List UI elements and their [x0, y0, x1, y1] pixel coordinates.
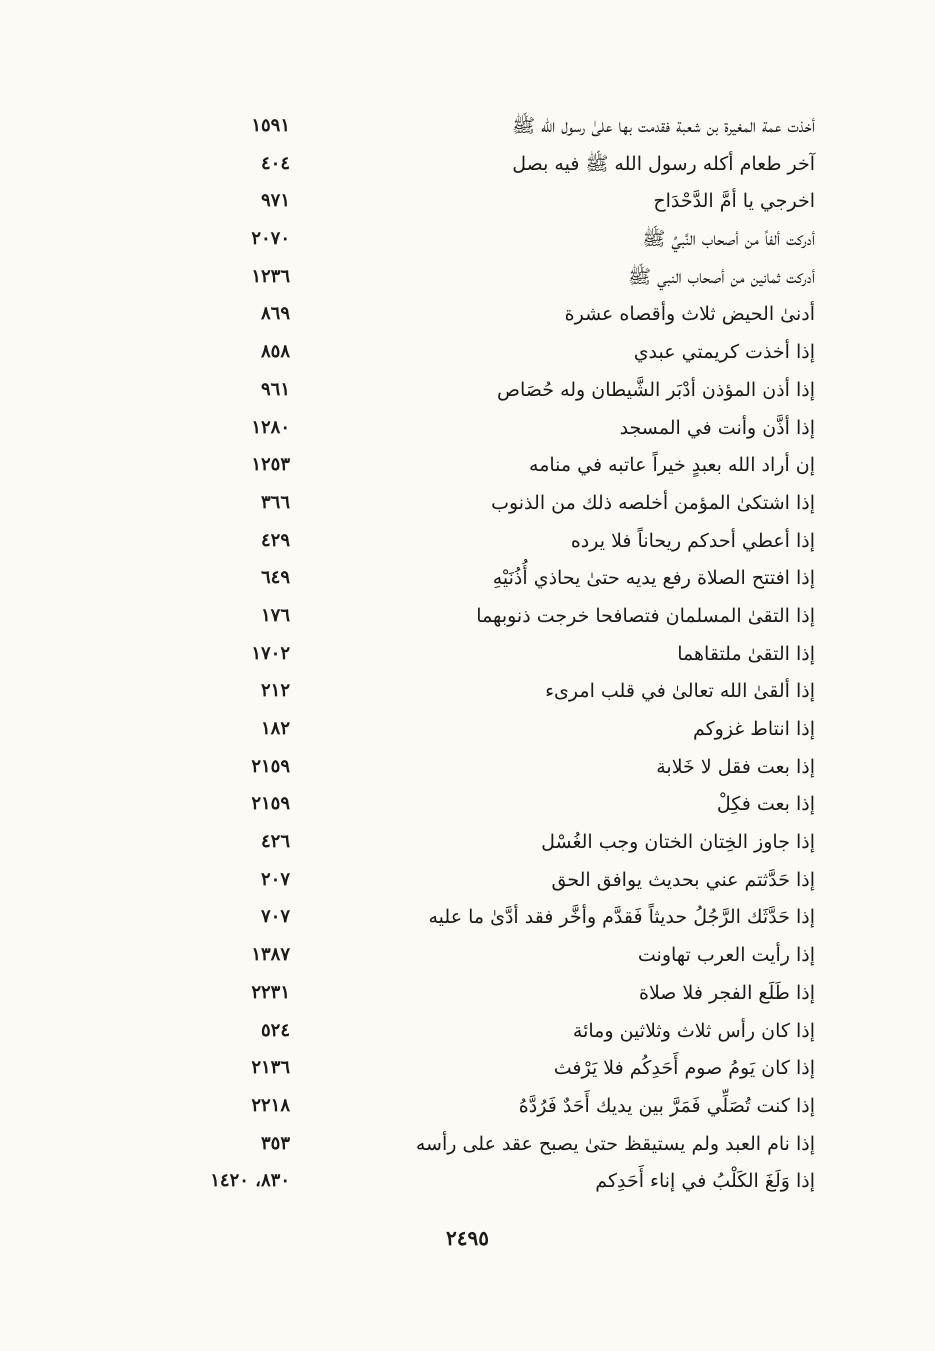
entry-text: إذا نام العبد ولم يستيقظ حتىٰ يصبح عقد على رأسه: [415, 1132, 815, 1155]
entry-text: أخذت عمة المغيرة بن شعبة فقدمت بها علىٰ رسول الله ﷺ: [512, 115, 815, 137]
entry-page-number: ٢٢١٨: [251, 1094, 290, 1116]
entry-page-number: ٥٢٤: [260, 1019, 290, 1041]
entry-page-number: ٢١٣٦: [251, 1057, 290, 1079]
entry-text: إذا انتاط غزوكم: [692, 718, 815, 740]
index-entry: [160, 598, 815, 636]
hadith-index-list: [160, 108, 815, 1201]
index-entry: [160, 1126, 815, 1164]
index-entry: [160, 183, 815, 221]
entry-page-number: ٩٦١: [260, 378, 290, 400]
entry-text: آخر طعام أكله رسول الله ﷺ فيه بصل: [512, 152, 815, 175]
entry-text: إذا كنت تُصَلِّي فَمَرَّ بين يديك أَحَدٌ فَرُدَّهُ: [518, 1094, 815, 1117]
index-entry: [160, 786, 815, 824]
entry-page-number: ٨٣٠، ١٤٢٠: [210, 1170, 290, 1192]
page-number: ٢٤٩٥: [446, 1226, 489, 1250]
entry-page-number: ١٧٠٢: [251, 642, 290, 664]
index-entry: [160, 560, 815, 598]
entry-page-number: ١٨٢: [260, 718, 290, 739]
entry-text: إذا افتتح الصلاة رفع يديه حتىٰ يحاذي أُذُنَيْهِ: [492, 567, 815, 590]
entry-text: إذا أذَّن وأنت في المسجد: [619, 416, 815, 439]
index-entry: [160, 1163, 815, 1201]
entry-page-number: ١٥٩١: [251, 115, 290, 136]
entry-text: إذا بعت فقل لا خَلابة: [656, 755, 815, 778]
entry-page-number: ٢١٥٩: [251, 793, 290, 815]
entry-page-number: ٣٥٣: [260, 1132, 290, 1154]
entry-text: إذا رأيت العرب تهاونت: [637, 944, 815, 967]
entry-text: إذا طَلَع الفجر فلا صلاة: [639, 981, 815, 1004]
index-entry: [160, 410, 815, 448]
index-entry: [160, 334, 815, 372]
index-entry: [160, 1013, 815, 1051]
entry-page-number: ٢١٢: [260, 680, 290, 702]
entry-page-number: ٢٠٧: [260, 868, 290, 890]
index-entry: [160, 146, 815, 184]
index-entry: [160, 447, 815, 485]
entry-page-number: ١٢٥٣: [251, 454, 290, 476]
entry-text: إذا وَلَغَ الكَلْبُ في إناء أَحَدِكم: [595, 1170, 815, 1193]
entry-page-number: ٨٦٩: [260, 303, 290, 325]
entry-page-number: ٣٦٦: [260, 491, 290, 513]
entry-text: إذا حَدَّثتم عني بحديث يوافق الحق: [551, 868, 815, 891]
index-entry: [160, 824, 815, 862]
entry-page-number: ١٣٨٧: [251, 944, 290, 966]
index-entry: [160, 1050, 815, 1088]
index-entry: [160, 259, 815, 297]
entry-text: إن أراد الله بعبدٍ خيراً عاتبه في منامه: [529, 454, 815, 477]
index-entry: [160, 636, 815, 674]
entry-text: إذا حَدَّثَك الرَّجُلُ حديثاً فَقدَّم وأخَّر فقد أدَّىٰ ما عليه: [428, 906, 815, 929]
index-entry: [160, 221, 815, 259]
entry-text: أدركت ثمانين من أصحاب النبي ﷺ: [628, 265, 815, 288]
entry-page-number: ٢٠٧٠: [251, 228, 290, 250]
index-entry: [160, 711, 815, 749]
index-entry: [160, 1088, 815, 1126]
entry-page-number: ٤٢٩: [260, 529, 290, 551]
entry-text: إذا اشتكىٰ المؤمن أخلصه ذلك من الذنوب: [491, 491, 815, 514]
entry-page-number: ٩٧١: [260, 190, 290, 212]
entry-page-number: ٤٢٦: [260, 831, 290, 853]
index-entry: [160, 372, 815, 410]
entry-page-number: ١٧٦: [260, 604, 290, 626]
entry-text: إذا جاوز الخِتان الختان وجب الغُسْل: [541, 831, 815, 854]
entry-text: إذا التقىٰ المسلمان فتصافحا خرجت ذنوبهما: [476, 604, 815, 627]
entry-page-number: ١٢٣٦: [251, 265, 290, 287]
entry-text: أدركت ألفاً من أصحاب النَّبيِّ ﷺ: [642, 228, 815, 251]
index-entry: [160, 485, 815, 523]
entry-text: إذا التقىٰ ملتقاهما: [677, 642, 815, 665]
entry-page-number: ٦٤٩: [260, 567, 290, 589]
entry-text: إذا أخذت كريمتي عبدي: [633, 341, 815, 364]
entry-page-number: ١٢٨٠: [251, 416, 290, 438]
index-entry: [160, 937, 815, 975]
index-entry: [160, 523, 815, 561]
entry-text: إذا أذن المؤذن أدْبَر الشَّيطان وله حُصَاص: [497, 378, 815, 401]
entry-text: إذا كان يَومُ صوم أَحَدِكُم فلا يَرْفث: [553, 1057, 815, 1080]
entry-page-number: ٤٠٤: [260, 152, 290, 174]
entry-page-number: ٨٥٨: [260, 341, 290, 363]
entry-page-number: ٢١٥٩: [251, 755, 290, 777]
entry-page-number: ٢٢٣١: [251, 981, 290, 1003]
entry-text: اخرجي يا أمَّ الدَّحْدَاح: [653, 190, 815, 213]
index-entry: [160, 296, 815, 334]
entry-text: إذا أعطي أحدكم ريحاناً فلا يرده: [570, 529, 815, 552]
index-entry: [160, 108, 815, 146]
index-entry: [160, 975, 815, 1013]
index-entry: [160, 749, 815, 787]
index-entry: [160, 673, 815, 711]
entry-text: إذا ألقىٰ الله تعالىٰ في قلب امرىء: [545, 680, 815, 703]
index-entry: [160, 862, 815, 900]
entry-text: إذا كان رأس ثلاث وثلاثين ومائة: [572, 1019, 815, 1042]
index-entry: [160, 899, 815, 937]
entry-page-number: ٧٠٧: [260, 906, 290, 928]
entry-text: أدنىٰ الحيض ثلاث وأقصاه عشرة: [564, 303, 815, 326]
entry-text: إذا بعت فكِلْ: [716, 793, 815, 816]
